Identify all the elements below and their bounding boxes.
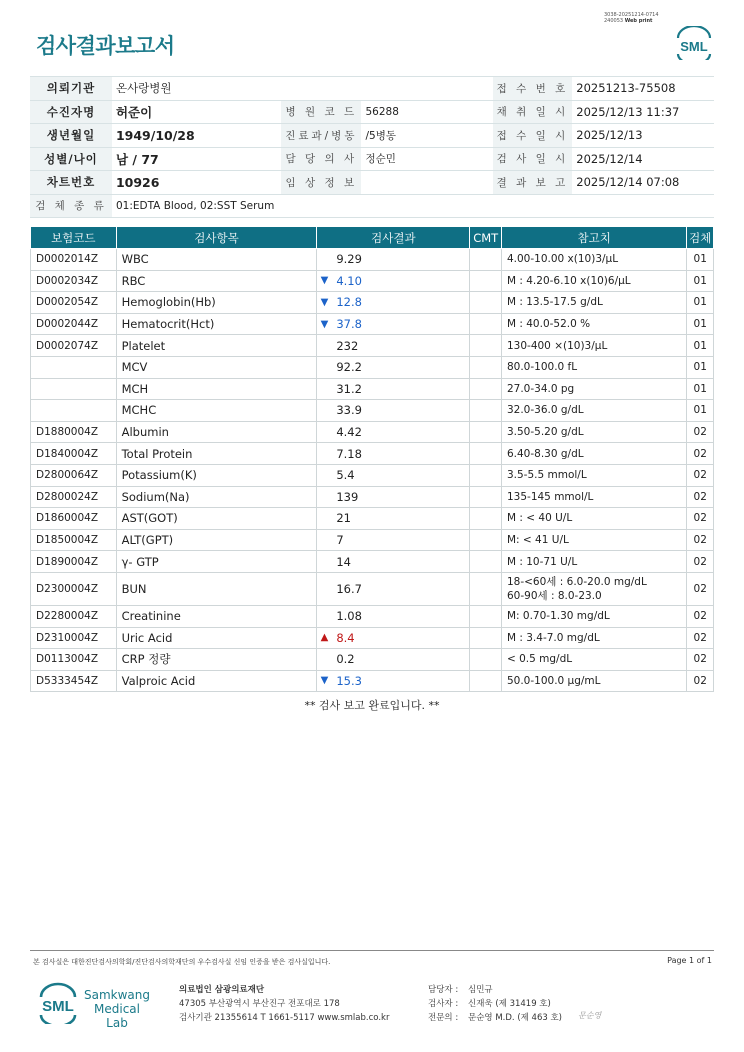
result-row	[31, 356, 714, 378]
specimen-code: 02	[687, 486, 714, 508]
insurance-code: D0002014Z	[31, 249, 117, 271]
cmt-cell	[470, 486, 502, 508]
cmt-cell	[470, 443, 502, 465]
insurance-code: D1850004Z	[31, 529, 117, 551]
specimen-code: 01	[687, 356, 714, 378]
result-row	[31, 649, 714, 671]
foundation-contact: 검사기관 21355614 T 1661-5117 www.smlab.co.kr	[179, 1013, 390, 1023]
info-value	[361, 171, 492, 195]
cmt-cell	[470, 313, 502, 335]
insurance-code: D0002044Z	[31, 313, 117, 335]
specimen-code: 02	[687, 670, 714, 692]
footer-logo-text: SML	[42, 998, 74, 1015]
test-item: Total Protein	[116, 443, 317, 465]
high-arrow-icon: ▲	[320, 632, 329, 644]
header-code: 보험코드	[31, 227, 117, 249]
test-item: Potassium(K)	[116, 464, 317, 486]
insurance-code: D1890004Z	[31, 551, 117, 573]
specimen-code: 02	[687, 605, 714, 627]
test-result: 7	[331, 529, 470, 551]
staff-row	[428, 997, 562, 1011]
test-item: CRP 정량	[116, 649, 317, 671]
specimen-code: 02	[687, 421, 714, 443]
reference-line: 135-145 mmol/L	[506, 490, 594, 503]
reference-line: M : 13.5-17.5 g/dL	[506, 296, 603, 309]
footer-note: 본 검사실은 대한진단검사의학회/진단검사의학재단의 우수검사실 신임 인증을 받은 검사실입니다.	[33, 958, 331, 966]
test-item: MCV	[116, 356, 317, 378]
flag-cell	[317, 508, 331, 530]
reference-line: 3.5-5.5 mmol/L	[506, 469, 587, 482]
flag-cell	[317, 335, 331, 357]
cmt-cell	[470, 464, 502, 486]
cmt-cell	[470, 605, 502, 627]
staff-value: 심민규	[468, 985, 493, 995]
info-value: /5병동	[361, 124, 492, 148]
print-code	[604, 12, 659, 24]
result-row	[31, 627, 714, 649]
reference-line: M : 40.0-52.0 %	[506, 318, 591, 331]
reference-range	[501, 378, 686, 400]
header-cmt: CMT	[470, 227, 502, 249]
page-title: 검사결과보고서	[36, 34, 175, 58]
test-item: BUN	[116, 572, 317, 605]
result-row	[31, 464, 714, 486]
logo-text: SML	[680, 39, 708, 54]
reference-range	[501, 551, 686, 573]
reference-range	[501, 464, 686, 486]
flag-cell	[317, 605, 331, 627]
cmt-cell	[470, 627, 502, 649]
info-label: 생년월일	[30, 124, 112, 148]
specimen-code: 02	[687, 627, 714, 649]
test-result: 16.7	[331, 572, 470, 605]
result-row	[31, 378, 714, 400]
insurance-code: D0002034Z	[31, 270, 117, 292]
reference-range	[501, 508, 686, 530]
test-item: Creatinine	[116, 605, 317, 627]
flag-cell	[317, 400, 331, 422]
insurance-code: D0113004Z	[31, 649, 117, 671]
info-label: 성별/나이	[30, 147, 112, 171]
result-row	[31, 400, 714, 422]
test-result: 139	[331, 486, 470, 508]
test-result: 4.10	[331, 270, 470, 292]
specimen-code: 01	[687, 292, 714, 314]
specimen-code: 02	[687, 443, 714, 465]
flag-cell	[317, 551, 331, 573]
insurance-code: D2310004Z	[31, 627, 117, 649]
test-result: 92.2	[331, 356, 470, 378]
staff-row	[428, 1011, 562, 1025]
reference-range	[501, 649, 686, 671]
reference-line: M: < 41 U/L	[506, 534, 569, 547]
info-label: 진료과/병동	[281, 124, 361, 148]
reference-line: M : 10-71 U/L	[506, 555, 578, 568]
flag-cell	[317, 443, 331, 465]
reference-line: 3.50-5.20 g/dL	[506, 426, 584, 439]
patient-info-row	[30, 147, 714, 171]
report-complete-text: ** 검사 보고 완료입니다. **	[304, 699, 440, 712]
info-value: 2025/12/14 07:08	[572, 171, 714, 195]
test-result: 21	[331, 508, 470, 530]
reference-line: 4.00-10.00 x(10)3/μL	[506, 253, 619, 266]
result-row	[31, 529, 714, 551]
flag-cell	[317, 356, 331, 378]
info-label: 담 당 의 사	[281, 147, 361, 171]
specimen-code: 02	[687, 464, 714, 486]
result-row	[31, 551, 714, 573]
cmt-cell	[470, 400, 502, 422]
specimen-row	[30, 194, 714, 218]
cmt-cell	[470, 335, 502, 357]
flag-cell	[317, 249, 331, 271]
reference-line: M : < 40 U/L	[506, 512, 573, 525]
low-arrow-icon: ▼	[320, 318, 329, 330]
test-result: 8.4	[331, 627, 470, 649]
sml-footer-logo-icon	[36, 982, 80, 1024]
reference-range	[501, 421, 686, 443]
flag-cell	[317, 464, 331, 486]
header-result: 검사결과	[317, 227, 470, 249]
test-result: 5.4	[331, 464, 470, 486]
result-row	[31, 335, 714, 357]
patient-info-table	[30, 76, 714, 218]
patient-info-row	[30, 171, 714, 195]
reference-line: M: 0.70-1.30 mg/dL	[506, 610, 610, 623]
info-label: 차트번호	[30, 171, 112, 195]
test-result: 12.8	[331, 292, 470, 314]
low-arrow-icon: ▼	[320, 675, 329, 687]
test-item: ALT(GPT)	[116, 529, 317, 551]
reference-range	[501, 529, 686, 551]
test-result: 37.8	[331, 313, 470, 335]
test-item: γ- GTP	[116, 551, 317, 573]
staff-label: 검사자 :	[428, 999, 459, 1009]
specimen-code: 01	[687, 378, 714, 400]
info-value: 10926	[112, 171, 281, 195]
foundation-info	[179, 983, 389, 1025]
specimen-code: 01	[687, 249, 714, 271]
test-item: MCHC	[116, 400, 317, 422]
insurance-code	[31, 400, 117, 422]
lab-name-line1: Samkwang	[84, 988, 150, 1002]
specimen-code: 01	[687, 400, 714, 422]
info-label: 수진자명	[30, 100, 112, 124]
specimen-value: 01:EDTA Blood, 02:SST Serum	[112, 194, 714, 218]
reference-range	[501, 249, 686, 271]
staff-label: 전문의 :	[428, 1013, 459, 1023]
info-value: 20251213-75508	[572, 77, 714, 101]
staff-info	[428, 983, 562, 1025]
reference-line: M : 3.4-7.0 mg/dL	[506, 631, 600, 644]
insurance-code: D2300004Z	[31, 572, 117, 605]
reference-range	[501, 400, 686, 422]
test-item: MCH	[116, 378, 317, 400]
specimen-code: 02	[687, 529, 714, 551]
test-result: 7.18	[331, 443, 470, 465]
test-result: 15.3	[331, 670, 470, 692]
info-label: 접 수 번 호	[493, 77, 573, 101]
specimen-code: 02	[687, 649, 714, 671]
specimen-code: 02	[687, 551, 714, 573]
test-result: 9.29	[331, 249, 470, 271]
cmt-cell	[470, 551, 502, 573]
flag-cell	[317, 529, 331, 551]
cmt-cell	[470, 356, 502, 378]
reference-range	[501, 356, 686, 378]
info-label: 결 과 보 고	[493, 171, 573, 195]
test-result: 4.42	[331, 421, 470, 443]
result-row	[31, 270, 714, 292]
test-item: WBC	[116, 249, 317, 271]
result-row	[31, 572, 714, 605]
result-row	[31, 249, 714, 271]
result-row	[31, 292, 714, 314]
low-arrow-icon: ▼	[320, 296, 329, 308]
results-header-row	[31, 227, 714, 249]
test-result: 31.2	[331, 378, 470, 400]
foundation-name: 의료법인 삼광의료재단	[179, 985, 265, 995]
reference-range	[501, 270, 686, 292]
test-item: Sodium(Na)	[116, 486, 317, 508]
insurance-code: D0002054Z	[31, 292, 117, 314]
low-arrow-icon: ▼	[320, 275, 329, 287]
result-row	[31, 313, 714, 335]
reference-line: 32.0-36.0 g/dL	[506, 404, 584, 417]
info-value: 2025/12/13 11:37	[572, 100, 714, 124]
reference-range	[501, 627, 686, 649]
insurance-code	[31, 378, 117, 400]
test-result: 33.9	[331, 400, 470, 422]
reference-range	[501, 292, 686, 314]
cmt-cell	[470, 421, 502, 443]
print-code-line2: 240053	[604, 18, 624, 24]
staff-label: 담당자 :	[428, 985, 459, 995]
info-label: 임 상 정 보	[281, 171, 361, 195]
insurance-code: D1860004Z	[31, 508, 117, 530]
test-item: Uric Acid	[116, 627, 317, 649]
test-item: AST(GOT)	[116, 508, 317, 530]
reference-line: M : 4.20-6.10 x(10)6/μL	[506, 274, 631, 287]
result-row	[31, 486, 714, 508]
reference-range	[501, 670, 686, 692]
reference-line: 18-<60세 : 6.0-20.0 mg/dL	[506, 575, 647, 588]
signature: 문순영	[578, 1011, 602, 1020]
info-label: 의뢰기관	[30, 77, 112, 101]
cmt-cell	[470, 249, 502, 271]
specimen-code: 02	[687, 572, 714, 605]
results-table	[30, 226, 714, 692]
test-result: 14	[331, 551, 470, 573]
info-value: 2025/12/14	[572, 147, 714, 171]
flag-cell	[317, 313, 331, 335]
info-value	[361, 77, 492, 101]
info-label: 병 원 코 드	[281, 100, 361, 124]
test-result: 0.2	[331, 649, 470, 671]
reference-line: 50.0-100.0 μg/mL	[506, 674, 601, 687]
test-item: Hemoglobin(Hb)	[116, 292, 317, 314]
specimen-code: 01	[687, 313, 714, 335]
test-item: Albumin	[116, 421, 317, 443]
specimen-code: 01	[687, 270, 714, 292]
reference-range	[501, 486, 686, 508]
staff-value: 신재욱 (제 31419 호)	[468, 999, 551, 1009]
result-row	[31, 421, 714, 443]
info-value: 남 / 77	[112, 147, 281, 171]
patient-info-row	[30, 77, 714, 101]
result-row	[31, 508, 714, 530]
test-result: 232	[331, 335, 470, 357]
insurance-code	[31, 356, 117, 378]
reference-line: 80.0-100.0 fL	[506, 361, 578, 374]
reference-line-2: 60-90세 : 8.0-23.0	[506, 589, 602, 602]
insurance-code: D2800024Z	[31, 486, 117, 508]
info-value: 56288	[361, 100, 492, 124]
test-result: 1.08	[331, 605, 470, 627]
lab-name	[84, 988, 150, 1030]
reference-range	[501, 443, 686, 465]
flag-cell	[317, 378, 331, 400]
info-value: 1949/10/28	[112, 124, 281, 148]
foundation-address: 47305 부산광역시 부산진구 전포대로 178	[179, 999, 340, 1009]
cmt-cell	[470, 649, 502, 671]
cmt-cell	[470, 270, 502, 292]
flag-cell	[317, 670, 331, 692]
cmt-cell	[470, 529, 502, 551]
specimen-code: 01	[687, 335, 714, 357]
info-value: 2025/12/13	[572, 124, 714, 148]
test-item: RBC	[116, 270, 317, 292]
specimen-code: 02	[687, 508, 714, 530]
sml-logo-icon	[674, 26, 714, 60]
insurance-code: D5333454Z	[31, 670, 117, 692]
flag-cell	[317, 292, 331, 314]
header-ref: 참고치	[501, 227, 686, 249]
flag-cell	[317, 627, 331, 649]
reference-line: < 0.5 mg/dL	[506, 653, 573, 666]
patient-info-row	[30, 100, 714, 124]
flag-cell	[317, 270, 331, 292]
insurance-code: D0002074Z	[31, 335, 117, 357]
print-label: Web print	[624, 18, 653, 24]
info-value: 온사랑병원	[112, 77, 281, 101]
specimen-label: 검 체 종 류	[30, 194, 112, 218]
header-item: 검사항목	[116, 227, 317, 249]
result-row	[31, 605, 714, 627]
reference-line: 130-400 ×(10)3/μL	[506, 339, 608, 352]
info-label: 접 수 일 시	[493, 124, 573, 148]
flag-cell	[317, 572, 331, 605]
insurance-code: D2280004Z	[31, 605, 117, 627]
info-label: 검 사 일 시	[493, 147, 573, 171]
test-item: Platelet	[116, 335, 317, 357]
result-row	[31, 443, 714, 465]
cmt-cell	[470, 378, 502, 400]
info-value: 허준이	[112, 100, 281, 124]
flag-cell	[317, 486, 331, 508]
cmt-cell	[470, 508, 502, 530]
header-spec: 검체	[687, 227, 714, 249]
result-row	[31, 670, 714, 692]
staff-row	[428, 983, 562, 997]
info-value: 정순민	[361, 147, 492, 171]
insurance-code: D2800064Z	[31, 464, 117, 486]
staff-value: 문순영 M.D. (제 463 호)	[468, 1013, 563, 1023]
insurance-code: D1840004Z	[31, 443, 117, 465]
reference-range	[501, 572, 686, 605]
cmt-cell	[470, 292, 502, 314]
reference-range	[501, 335, 686, 357]
cmt-cell	[470, 670, 502, 692]
flag-cell	[317, 649, 331, 671]
lab-name-line2: Medical Lab	[94, 1002, 140, 1030]
patient-info-row	[30, 124, 714, 148]
test-item: Hematocrit(Hct)	[116, 313, 317, 335]
reference-line: 6.40-8.30 g/dL	[506, 447, 584, 460]
insurance-code: D1880004Z	[31, 421, 117, 443]
print-code-line1: 3038-20251214-0714	[604, 12, 659, 18]
flag-cell	[317, 421, 331, 443]
cmt-cell	[470, 572, 502, 605]
reference-range	[501, 605, 686, 627]
page-number: Page 1 of 1	[667, 956, 712, 965]
test-item: Valproic Acid	[116, 670, 317, 692]
reference-line: 27.0-34.0 pg	[506, 382, 575, 395]
footer-divider	[30, 950, 714, 951]
info-label	[281, 77, 361, 101]
info-label: 채 취 일 시	[493, 100, 573, 124]
reference-range	[501, 313, 686, 335]
